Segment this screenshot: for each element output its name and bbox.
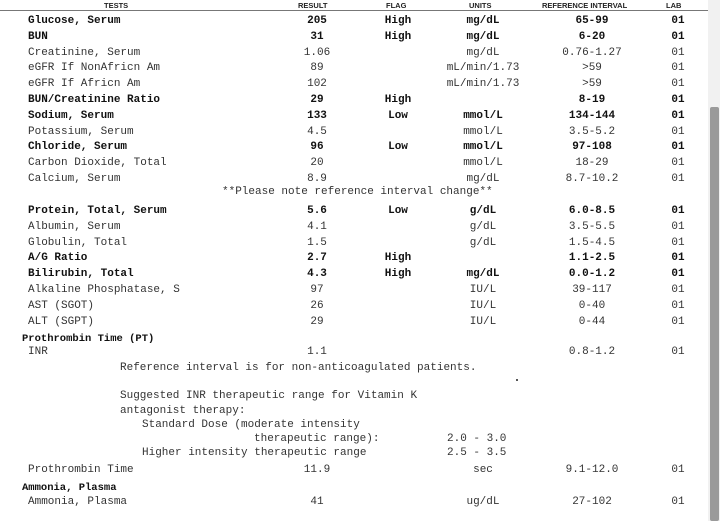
reference-interval: 134-144	[568, 109, 616, 122]
reference-interval: 9.1-12.0	[565, 464, 619, 476]
units: mL/min/1.73	[446, 62, 520, 75]
reference-interval: 0-44	[578, 315, 606, 328]
result-value: 8.9	[307, 173, 327, 185]
table-row	[0, 124, 708, 140]
test-name: Potassium, Serum	[28, 125, 134, 138]
reference-interval: >59	[582, 62, 602, 75]
result-value: 29	[310, 315, 324, 328]
result-value: 133	[307, 109, 327, 122]
result-value: 1.1	[307, 346, 327, 358]
pt-note-line-5-value: 2.0 - 3.0	[447, 433, 507, 445]
result-value: 5.6	[307, 205, 327, 217]
units: mg/dL	[466, 46, 500, 59]
units: mL/min/1.73	[446, 78, 520, 91]
test-name: BUN	[28, 30, 48, 43]
result-value: 1.5	[307, 236, 327, 249]
flag: High	[384, 15, 412, 27]
pt-note-line-2: Suggested INR therapeutic range for Vitamin K	[120, 390, 418, 402]
result-value: 29	[310, 94, 324, 106]
reference-interval: 0-40	[578, 299, 606, 312]
test-name: Bilirubin, Total	[28, 268, 134, 281]
reference-interval: 8-19	[578, 94, 606, 106]
pt-note-line-6: Higher intensity therapeutic range	[142, 447, 367, 459]
lab-code: 01	[671, 220, 685, 233]
result-value: 2.7	[307, 252, 327, 265]
header-tests: TESTS	[104, 1, 129, 10]
header-lab: LAB	[666, 1, 682, 10]
test-name: Sodium, Serum	[28, 109, 114, 122]
units: mg/dL	[466, 173, 500, 185]
table-row	[0, 155, 708, 171]
reference-interval: 27-102	[572, 496, 612, 508]
pt-note-line-6-value: 2.5 - 3.5	[447, 447, 507, 459]
reference-interval: 18-29	[575, 157, 609, 170]
units: IU/L	[469, 299, 497, 312]
units: g/dL	[469, 236, 497, 249]
table-row	[0, 219, 708, 235]
table-row	[0, 282, 708, 298]
result-value: 102	[307, 78, 327, 91]
section-title-pt: Prothrombin Time (PT)	[22, 333, 155, 345]
pt-note-line-3: antagonist therapy:	[120, 405, 246, 417]
test-name: Protein, Total, Serum	[28, 205, 167, 217]
flag: Low	[388, 109, 408, 122]
result-value: 11.9	[303, 464, 331, 476]
test-name: A/G Ratio	[28, 252, 88, 265]
lab-code: 01	[671, 464, 685, 476]
reference-interval: >59	[582, 78, 602, 91]
flag: High	[384, 30, 412, 43]
units: mmol/L	[463, 109, 503, 122]
lab-code: 01	[671, 252, 685, 265]
lab-code: 01	[671, 284, 685, 296]
stray-dot	[516, 379, 518, 381]
units: sec	[473, 464, 493, 476]
table-row	[0, 92, 708, 108]
lab-code: 01	[671, 205, 685, 217]
result-value: 205	[307, 15, 327, 27]
lab-code: 01	[671, 46, 685, 59]
table-row-prothrombin-time	[0, 462, 708, 478]
units: g/dL	[469, 205, 497, 217]
table-row	[0, 266, 708, 282]
table-row	[0, 45, 708, 61]
units: IU/L	[469, 315, 497, 328]
units: mmol/L	[463, 141, 503, 154]
result-value: 4.3	[307, 268, 327, 281]
units: mg/dL	[466, 15, 500, 27]
table-row	[0, 314, 708, 330]
section-title-ammonia: Ammonia, Plasma	[22, 482, 117, 494]
table-row	[0, 171, 708, 187]
lab-code: 01	[671, 173, 685, 185]
lab-code: 01	[671, 299, 685, 312]
table-row	[0, 235, 708, 251]
reference-interval: 3.5-5.5	[568, 220, 616, 233]
result-value: 26	[310, 299, 324, 312]
lab-code: 01	[671, 62, 685, 75]
table-row-ammonia	[0, 494, 708, 510]
result-value: 97	[310, 284, 324, 296]
result-value: 41	[310, 496, 324, 508]
table-row	[0, 76, 708, 92]
lab-code: 01	[671, 125, 685, 138]
lab-code: 01	[671, 236, 685, 249]
table-row	[0, 13, 708, 29]
reference-interval: 0.0-1.2	[568, 268, 616, 281]
flag: High	[384, 94, 412, 106]
pt-note-line-1: Reference interval is for non-anticoagulated patients.	[120, 362, 477, 374]
units: g/dL	[469, 220, 497, 233]
units: mg/dL	[466, 268, 500, 281]
table-row	[0, 60, 708, 76]
test-name: Alkaline Phosphatase, S	[28, 284, 180, 296]
pt-note-line-5: therapeutic range):	[254, 433, 380, 445]
result-value: 31	[310, 30, 324, 43]
test-name: Ammonia, Plasma	[28, 496, 128, 508]
test-name: Albumin, Serum	[28, 220, 121, 233]
lab-code: 01	[671, 315, 685, 328]
test-name: INR	[28, 346, 48, 358]
table-row	[0, 139, 708, 155]
reference-interval: 65-99	[575, 15, 609, 27]
reference-interval: 1.1-2.5	[568, 252, 616, 265]
reference-interval: 3.5-5.2	[568, 125, 616, 138]
reference-interval: 97-108	[572, 141, 612, 154]
result-value: 20	[310, 157, 324, 170]
table-row	[0, 298, 708, 314]
result-value: 4.1	[307, 220, 327, 233]
header-units: UNITS	[469, 1, 492, 10]
reference-interval: 0.76-1.27	[562, 46, 622, 59]
test-name: eGFR If Africn Am	[28, 78, 141, 91]
result-value: 1.06	[303, 46, 331, 59]
units: mmol/L	[463, 125, 503, 138]
lab-code: 01	[671, 78, 685, 91]
test-name: Creatinine, Serum	[28, 46, 141, 59]
reference-interval: 8.7-10.2	[565, 173, 619, 185]
pt-note-line-4: Standard Dose (moderate intensity	[142, 419, 360, 431]
test-name: Glucose, Serum	[28, 15, 121, 27]
table-header	[0, 0, 708, 11]
reference-interval: 0.8-1.2	[568, 346, 616, 358]
result-value: 89	[310, 62, 324, 75]
units: IU/L	[469, 284, 497, 296]
header-ref: REFERENCE INTERVAL	[542, 1, 628, 10]
units: mg/dL	[466, 30, 500, 43]
table-row-inr	[0, 344, 708, 360]
reference-interval: 6-20	[578, 30, 606, 43]
test-name: AST (SGOT)	[28, 299, 95, 312]
reference-interval: 39-117	[572, 284, 612, 296]
lab-code: 01	[671, 30, 685, 43]
flag: High	[384, 268, 412, 281]
table-row	[0, 250, 708, 266]
lab-code: 01	[671, 109, 685, 122]
table-row	[0, 108, 708, 124]
lab-code: 01	[671, 268, 685, 281]
result-value: 96	[310, 141, 324, 154]
flag: High	[384, 252, 412, 265]
lab-code: 01	[671, 157, 685, 170]
test-name: BUN/Creatinine Ratio	[28, 94, 161, 106]
scrollbar-thumb[interactable]	[710, 107, 719, 521]
lab-code: 01	[671, 94, 685, 106]
flag: Low	[388, 141, 408, 154]
result-value: 4.5	[307, 125, 327, 138]
test-name: Chloride, Serum	[28, 141, 128, 154]
table-row	[0, 203, 708, 219]
units: mmol/L	[463, 157, 503, 170]
test-name: Carbon Dioxide, Total	[28, 157, 167, 170]
lab-code: 01	[671, 496, 685, 508]
units: ug/dL	[466, 496, 500, 508]
test-name: Prothrombin Time	[28, 464, 134, 476]
reference-change-note: **Please note reference interval change**	[222, 186, 493, 198]
lab-code: 01	[671, 15, 685, 27]
test-name: Calcium, Serum	[28, 173, 121, 185]
table-row	[0, 29, 708, 45]
flag: Low	[388, 205, 408, 217]
reference-interval: 1.5-4.5	[568, 236, 616, 249]
header-result: RESULT	[298, 1, 328, 10]
header-flag: FLAG	[386, 1, 407, 10]
lab-code: 01	[671, 346, 685, 358]
lab-code: 01	[671, 141, 685, 154]
test-name: eGFR If NonAfricn Am	[28, 62, 161, 75]
reference-interval: 6.0-8.5	[568, 205, 616, 217]
test-name: ALT (SGPT)	[28, 315, 95, 328]
test-name: Globulin, Total	[28, 236, 128, 249]
